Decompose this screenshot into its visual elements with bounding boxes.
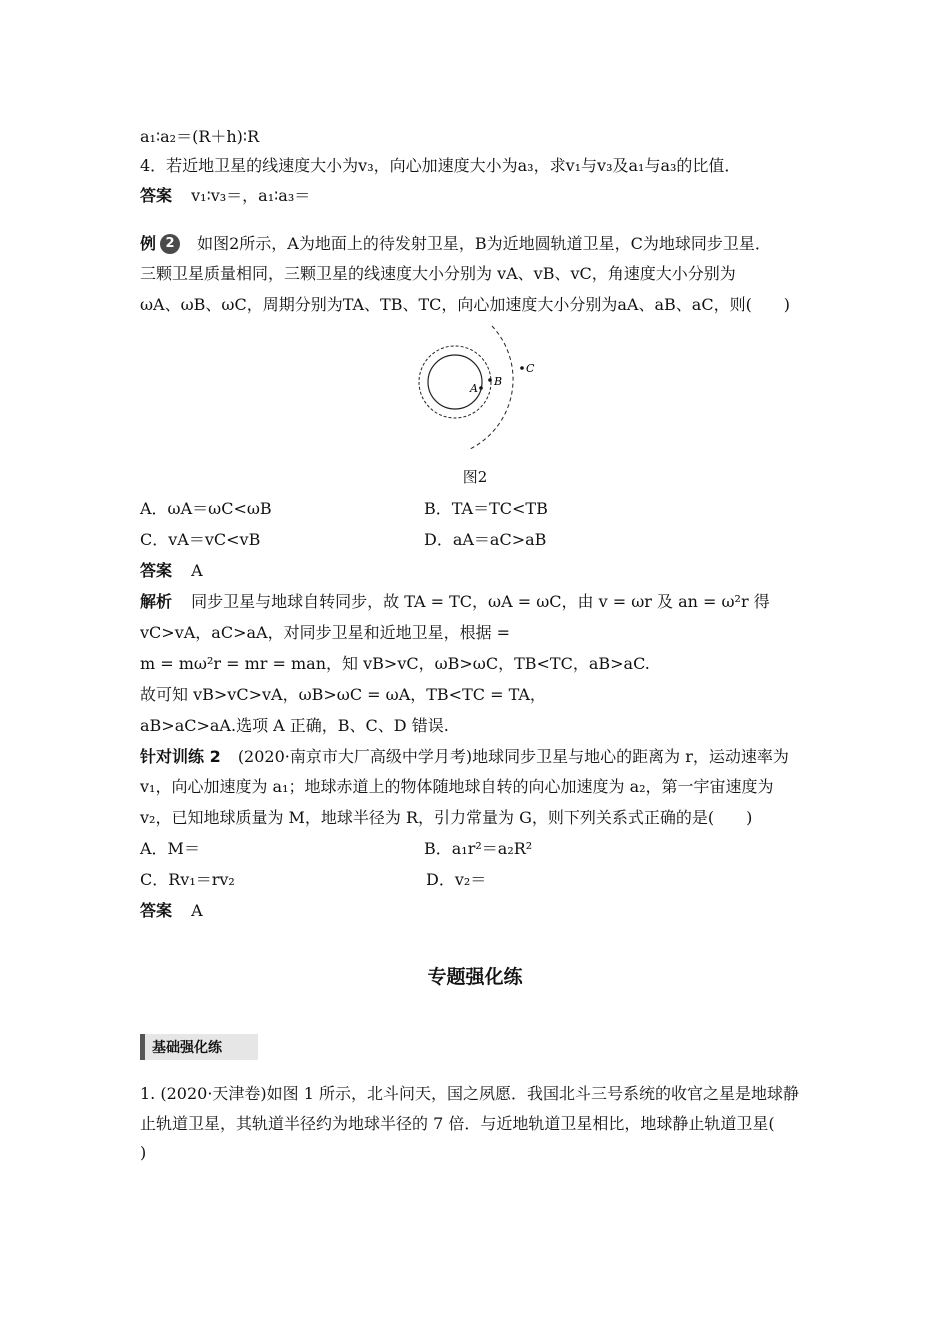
option2-c: C．Rv₁＝rv₂: [140, 870, 235, 889]
training-line-1: [140, 746, 789, 768]
training-text-3: v₂，已知地球质量为 M，地球半径为 R，引力常量为 G，则下列关系式正确的是( ): [140, 808, 753, 827]
example-text-2: 三颗卫星质量相同，三颗卫星的线速度大小分别为 vA、vB、vC，角速度大小分别为: [140, 264, 736, 283]
question-1-text-3: ): [140, 1143, 147, 1162]
training-text-2: v₁，向心加速度为 a₁；地球赤道上的物体随地球自转的向心加速度为 a₂，第一宇宙速度为: [140, 777, 774, 796]
satellite-b-dot: [488, 378, 492, 382]
figure-caption: 图2: [462, 468, 488, 486]
option-a: A．ωA＝ωC<ωB: [140, 499, 272, 518]
option-c: C．vA＝vC<vB: [140, 530, 261, 549]
answer-1-label: 答案: [140, 561, 173, 580]
option2-a: A．M＝: [140, 839, 200, 858]
training-label: 针对训练 2: [140, 747, 221, 766]
question-4: 4．若近地卫星的线速度大小为v₃，向心加速度大小为a₃，求v₁与v₃及a₁与a₃的比值．: [140, 156, 741, 175]
answer-2: [140, 900, 203, 922]
option2-row-1: [140, 838, 533, 860]
analysis-text-1: 同步卫星与地球自转同步，故 TA = TC，ωA = ωC，由 v = ωr 及 an = ω²r 得: [191, 592, 770, 611]
example-number-badge: 2: [160, 234, 180, 254]
analysis-text-5: aB>aC>aA.选项 A 正确，B、C、D 错误.: [140, 716, 449, 735]
satellite-c-dot: [520, 366, 524, 370]
question-1-text-2: 止轨道卫星，其轨道半径约为地球半径的 7 倍．与近地轨道卫星相比，地球静止轨道卫星(: [140, 1114, 775, 1133]
answer-2-value: A: [191, 901, 203, 920]
analysis-text-2: vC>vA，aC>aA，对同步卫星和近地卫星，根据 =: [140, 623, 511, 642]
option-d: D．aA＝aC>aB: [424, 530, 547, 549]
option-b: B．TA＝TC<TB: [424, 499, 548, 518]
analysis-label: 解析: [140, 592, 173, 611]
orbit-figure: [410, 322, 550, 454]
option-row-2: [140, 529, 547, 551]
analysis-text-3: m = mω²r = mr = man，知 vB>vC，ωB>ωC，TB<TC，aB>aC.: [140, 654, 650, 673]
answer-2-label: 答案: [140, 901, 173, 920]
banner-bar: [140, 1034, 145, 1060]
satellite-a-dot: [479, 386, 483, 390]
label-b: B: [494, 375, 503, 388]
subsection-banner: [140, 1034, 258, 1060]
analysis-line-1: [140, 591, 770, 613]
example-label: 例: [140, 234, 157, 253]
training-text-1: (2020·南京市大厂高级中学月考)地球同步卫星与地心的距离为 r，运动速率为: [237, 747, 789, 766]
answer-1-value: A: [191, 561, 203, 580]
section-heading: 专题强化练: [427, 966, 523, 988]
answer-line: [140, 185, 310, 207]
example-text-3: ωA、ωB、ωC，周期分别为TA、TB、TC，向心加速度大小分别为aA、aB、aC，则( ): [140, 295, 791, 314]
question-1-text-1: 1. (2020·天津卷)如图 1 所示，北斗问天，国之夙愿．我国北斗三号系统的收官之星是地球静: [140, 1084, 799, 1103]
example-text-1: 如图2所示，A为地面上的待发射卫星，B为近地圆轨道卫星，C为地球同步卫星．: [197, 234, 771, 253]
answer-label: 答案: [140, 186, 173, 205]
near-earth-orbit: [419, 346, 491, 418]
formula-line: a₁∶a₂＝(R＋h)∶R: [140, 127, 260, 146]
example-line-1: [140, 233, 771, 255]
subsection-title: 基础强化练: [152, 1040, 222, 1056]
label-a: A: [470, 382, 478, 395]
answer-1: [140, 560, 203, 582]
option-row-1: [140, 498, 548, 520]
option2-b: B．a₁r²＝a₂R²: [424, 839, 533, 858]
option2-row-2: [140, 869, 487, 891]
analysis-text-4: 故可知 vB>vC>vA，ωB>ωC = ωA，TB<TC = TA，: [140, 685, 546, 704]
answer-text: v₁∶v₃＝，a₁∶a₃＝: [191, 186, 311, 205]
label-c: C: [526, 362, 535, 375]
option2-d: D．v₂＝: [426, 870, 487, 889]
